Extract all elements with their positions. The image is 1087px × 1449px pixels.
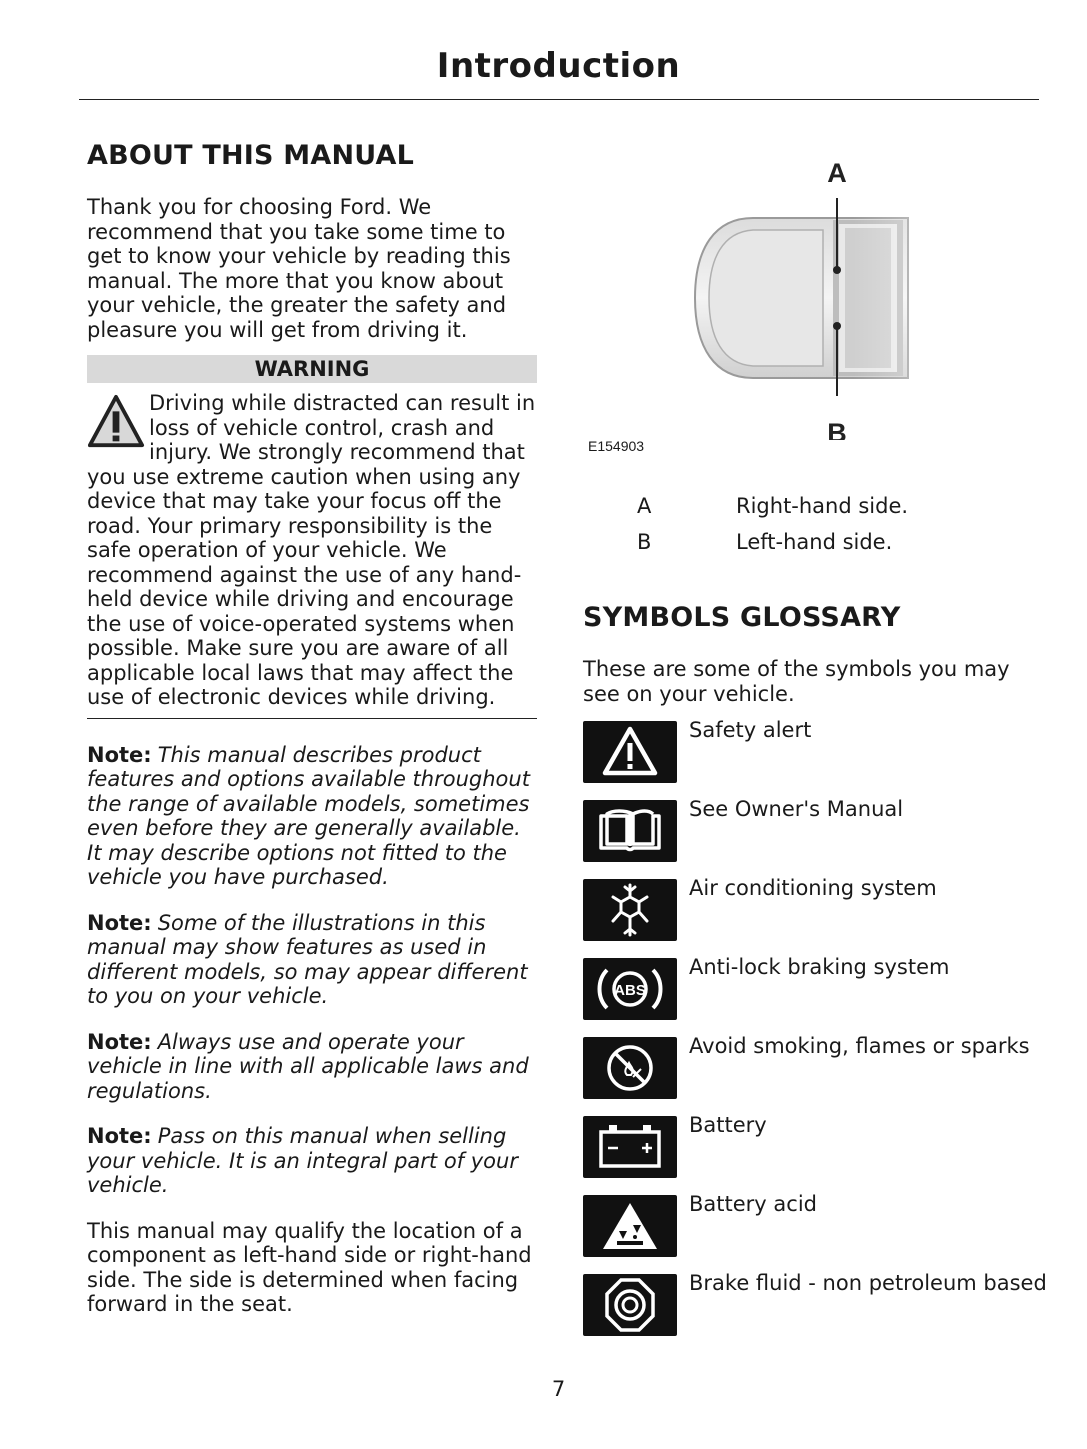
legend-value: Right-hand side. xyxy=(736,494,909,518)
safety-alert-icon xyxy=(583,721,677,783)
note-4 xyxy=(87,1124,537,1198)
note-label: Note: xyxy=(87,742,152,767)
legend-value: Left-hand side. xyxy=(736,530,893,554)
page-number: 7 xyxy=(551,1377,566,1401)
warning-divider xyxy=(87,718,537,719)
about-heading: ABOUT THIS MANUAL xyxy=(87,140,415,171)
label-b: B xyxy=(827,418,847,440)
side-explanation: This manual may qualify the location of a component as left-hand side or right-hand side. The side is determined when facing forward in the seat. xyxy=(87,1218,532,1316)
page-title: Introduction xyxy=(436,46,681,86)
symbol-row xyxy=(583,955,1053,1034)
symbol-label: Battery acid xyxy=(689,1192,817,1216)
abs-icon xyxy=(583,958,677,1020)
symbol-row xyxy=(583,718,1053,797)
warning-text: Driving while distracted can result in loss of vehicle control, crash and injury. We strongly recommend that you use extreme caution when using any device that may take your focus off the road. Your primary responsibility is the safe operation of your vehicle. We recommend against the use of any hand-held device while driving and encourage the use of voice-operated systems when possible. Make sure you are aware of all applicable local laws that may affect the use of electronic devices while driving. xyxy=(87,391,536,709)
right-column xyxy=(583,140,1053,1350)
symbol-row xyxy=(583,876,1053,955)
symbol-row xyxy=(583,1271,1053,1350)
note-3 xyxy=(87,1030,537,1104)
left-column xyxy=(87,140,537,1317)
figure-legend xyxy=(583,488,1053,560)
legend-row xyxy=(583,524,1053,560)
legend-key: A xyxy=(637,494,652,518)
note-2 xyxy=(87,911,537,1009)
symbol-row xyxy=(583,1113,1053,1192)
symbol-label: Anti-lock braking system xyxy=(689,955,950,979)
symbols-list xyxy=(583,718,1053,1350)
symbol-label: Safety alert xyxy=(689,718,812,742)
warning-label: WARNING xyxy=(87,355,537,383)
title-divider xyxy=(79,99,1039,100)
symbol-label: Avoid smoking, flames or sparks xyxy=(689,1034,1030,1058)
symbol-label: Air conditioning system xyxy=(689,876,937,900)
symbol-row xyxy=(583,797,1053,876)
car-figure xyxy=(583,140,1053,470)
note-label: Note: xyxy=(87,1029,152,1054)
note-label: Note: xyxy=(87,1124,152,1148)
warning-triangle-icon xyxy=(87,393,145,451)
air-conditioning-icon xyxy=(583,879,677,941)
note-text: Some of the illustrations in this manual may show features as used in different models, so may appear different to you on your vehicle. xyxy=(87,910,528,1008)
legend-row xyxy=(583,488,1053,524)
symbol-row xyxy=(583,1034,1053,1113)
no-smoking-flames-icon xyxy=(583,1037,677,1099)
symbol-row xyxy=(583,1192,1053,1271)
legend-key: B xyxy=(637,530,652,554)
glossary-heading: SYMBOLS GLOSSARY xyxy=(583,602,901,633)
symbol-label: Battery xyxy=(689,1113,767,1137)
label-a: A xyxy=(827,158,847,188)
brake-fluid-icon xyxy=(583,1274,677,1336)
figure-code: E154903 xyxy=(588,438,645,454)
note-label: Note: xyxy=(87,910,152,935)
note-1 xyxy=(87,743,537,890)
symbol-label: See Owner's Manual xyxy=(689,797,904,821)
owners-manual-icon xyxy=(583,800,677,862)
battery-icon xyxy=(583,1116,677,1178)
note-text: Pass on this manual when selling your vehicle. It is an integral part of your vehicle. xyxy=(87,1124,518,1197)
glossary-intro: These are some of the symbols you may see on your vehicle. xyxy=(583,657,1010,706)
warning-box xyxy=(87,391,537,710)
note-text: This manual describes product features and options available throughout the range of available models, sometimes even before they are generally available. It may describe options not fitted to the vehicle you have purchased. xyxy=(87,742,530,889)
car-top-view-image xyxy=(583,140,1053,440)
note-text: Always use and operate your vehicle in line with all applicable laws and regulations. xyxy=(87,1029,529,1103)
about-intro: Thank you for choosing Ford. We recommend that you take some time to get to know your vehicle by reading this manual. The more that you know about your vehicle, the greater the safety and pleasure you will get from driving it. xyxy=(87,195,511,342)
abs-text: ABS xyxy=(614,982,646,999)
symbol-label: Brake fluid - non petroleum based xyxy=(689,1271,1047,1295)
battery-acid-icon xyxy=(583,1195,677,1257)
